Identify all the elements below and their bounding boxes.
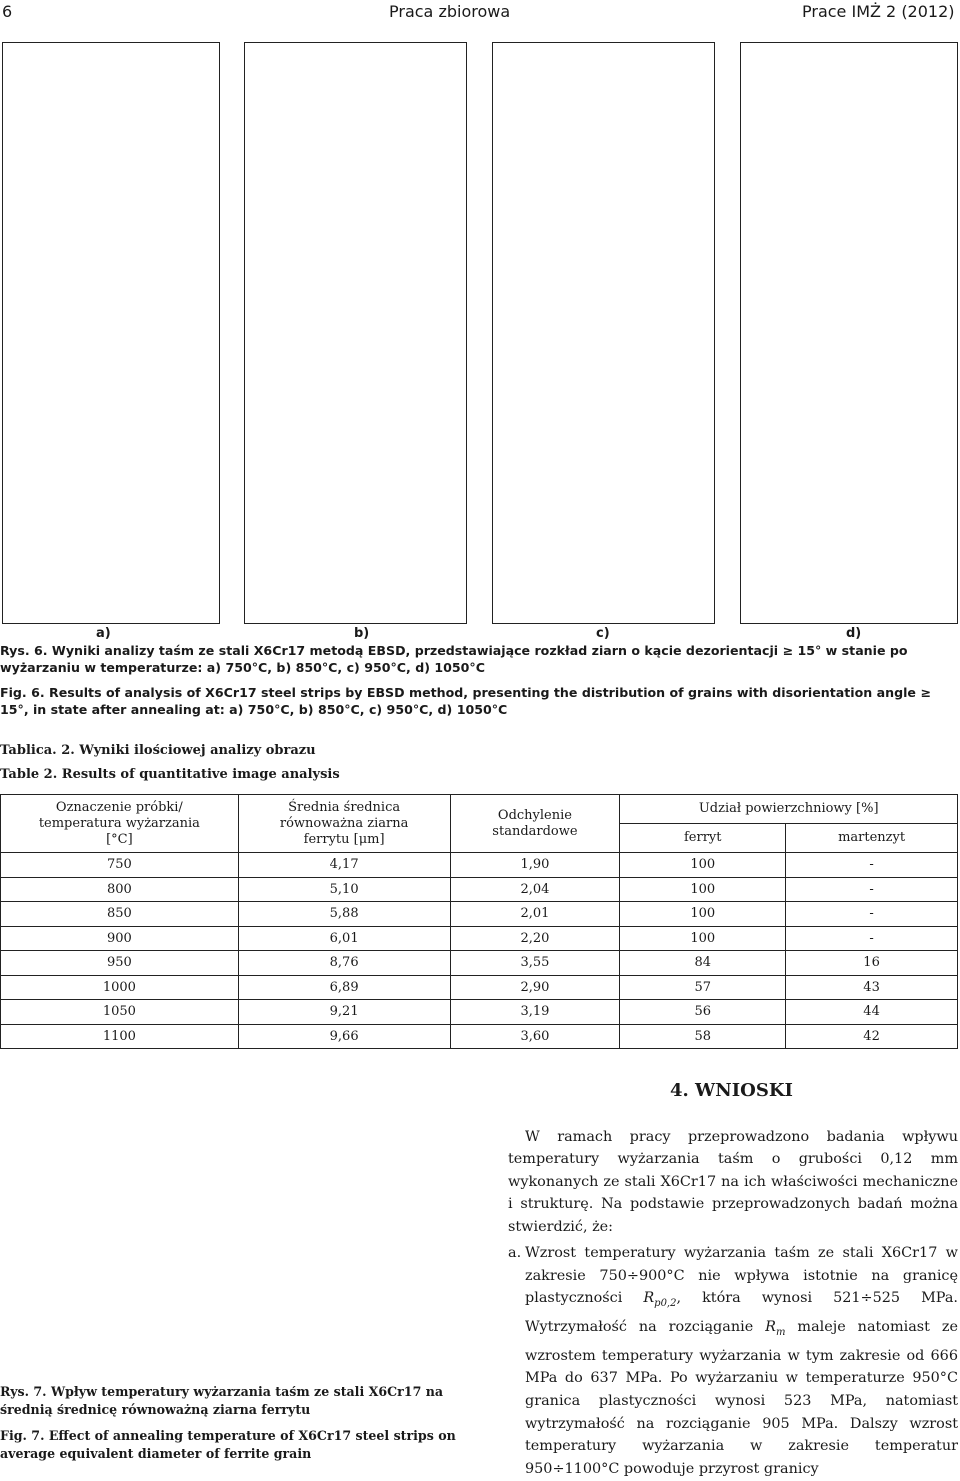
cell: -: [786, 926, 958, 951]
symbol-rm: R: [765, 1318, 777, 1335]
figure7-caption-en: Fig. 7. Effect of annealing temperature of X6Cr17 steel strips on average equivalent diameter of ferrite grain: [0, 1428, 456, 1461]
cell: 43: [786, 975, 958, 1000]
table2-title-pl: Tablica. 2. Wyniki ilościowej analizy obrazu: [0, 743, 316, 758]
cell: 100: [620, 877, 786, 902]
cell: 750: [1, 853, 239, 878]
header-line: równoważna ziarna: [279, 815, 409, 831]
header-line: standardowe: [492, 823, 578, 839]
header-mean-diameter: [238, 795, 450, 853]
cell: 42: [786, 1024, 958, 1049]
cell: 56: [620, 1000, 786, 1025]
cell: 5,88: [238, 902, 450, 927]
cell: 9,21: [238, 1000, 450, 1025]
text-run: Wzrost temperatury wyżarzania taśm ze stali X6Cr17 w zakresie 750÷900°C nie wpływa istotnie na granicę plastyczności: [525, 1245, 958, 1307]
results-table: [0, 794, 958, 1049]
cell: 57: [620, 975, 786, 1000]
symbol-rm-sub: m: [776, 1326, 786, 1338]
journal-name: Praca zbiorowa: [389, 2, 511, 21]
journal-issue: Prace IMŻ 2 (2012): [802, 2, 955, 21]
cell: 1100: [1, 1024, 239, 1049]
text-run: maleje natomiast ze wzrostem temperatury wyżarzania w tym zakresie od 666 MPa do 637 MPa. Po wyżarzaniu w temperaturze 950°C granica plastyczności wynosi 523 MPa, natomiast wytrzymałość na rozciąganie 905 MPa. Dalszy wzrost temperatury wyżarzania w zakresie temperatur 950÷1100°C powoduje przyrost granicy: [525, 1318, 958, 1478]
header-line: Odchylenie: [497, 807, 572, 823]
table-row: [1, 975, 958, 1000]
cell: 84: [620, 951, 786, 976]
cell: 100: [620, 926, 786, 951]
intro-paragraph: W ramach pracy przeprowadzono badania wpływu temperatury wyżarzania taśm o grubości 0,12 mm wykonanych ze stali X6Cr17 na ich właściwości mechaniczne i strukturę. Na podstawie przeprowadzonych badań można stwierdzić, że:: [508, 1129, 958, 1235]
cell: 100: [620, 853, 786, 878]
table2-title-en: Table 2. Results of quantitative image analysis: [0, 767, 340, 782]
cell: 58: [620, 1024, 786, 1049]
figure6-panel-d: [740, 42, 958, 624]
cell: -: [786, 853, 958, 878]
cell: 100: [620, 902, 786, 927]
table-row: [1, 951, 958, 976]
cell: 4,17: [238, 853, 450, 878]
table-row: [1, 902, 958, 927]
figure6-panel-b: [244, 42, 467, 624]
table-row: [1, 877, 958, 902]
figure6-caption-en: Fig. 6. Results of analysis of X6Cr17 steel strips by EBSD method, presenting the distribution of grains with disorientation angle ≥ 15°, in state after annealing at: a) 750°C, b) 850°C, c) 950°C, d) 1050°C: [0, 685, 931, 717]
page-number: 6: [2, 2, 13, 21]
symbol-rp-sub: p0,2: [654, 1298, 677, 1310]
panel-label-c: c): [596, 626, 610, 641]
cell: 2,04: [450, 877, 620, 902]
cell: 950: [1, 951, 239, 976]
figure7-caption-pl: Rys. 7. Wpływ temperatury wyżarzania taśm ze stali X6Cr17 na średnią średnicę równoważną ziarna ferrytu: [0, 1384, 444, 1417]
figure6-panel-a: [2, 42, 220, 624]
figure6-panel-c: [492, 42, 715, 624]
cell: 3,60: [450, 1024, 620, 1049]
item-label: a.: [508, 1245, 522, 1261]
panel-label-b: b): [354, 626, 370, 641]
header-std-deviation: [450, 795, 620, 853]
cell: 900: [1, 926, 239, 951]
item-text: [525, 1242, 958, 1481]
table-row: [1, 926, 958, 951]
table-row: [1, 853, 958, 878]
cell: 800: [1, 877, 239, 902]
table-row: [1, 1024, 958, 1049]
cell: 3,19: [450, 1000, 620, 1025]
header-line: Oznaczenie próbki/: [55, 799, 183, 815]
cell: 9,66: [238, 1024, 450, 1049]
header-line: [°C]: [106, 831, 133, 847]
conclusion-item-a: [508, 1242, 958, 1481]
conclusions-intro: [508, 1126, 958, 1238]
header-line: ferrytu [μm]: [303, 831, 385, 847]
symbol-rp: R: [643, 1290, 655, 1307]
cell: -: [786, 902, 958, 927]
cell: 850: [1, 902, 239, 927]
header-line: Średnia średnica: [288, 799, 401, 815]
cell: 2,01: [450, 902, 620, 927]
cell: 44: [786, 1000, 958, 1025]
header-ferrite: ferryt: [620, 824, 786, 853]
cell: 6,01: [238, 926, 450, 951]
section-heading: 4. WNIOSKI: [670, 1080, 793, 1101]
cell: 5,10: [238, 877, 450, 902]
panel-label-a: a): [96, 626, 111, 641]
cell: 1050: [1, 1000, 239, 1025]
cell: 16: [786, 951, 958, 976]
text-run: , która wynosi 521÷525 MPa. Wytrzymałość na rozciąganie: [525, 1290, 958, 1335]
cell: -: [786, 877, 958, 902]
header-line: temperatura wyżarzania: [38, 815, 200, 831]
figure6-caption-pl: Rys. 6. Wyniki analizy taśm ze stali X6Cr17 metodą EBSD, przedstawiające rozkład ziarn o kącie dezorientacji ≥ 15° w stanie po wyżarzaniu w temperaturze: a) 750°C, b) 850°C, c) 950°C, d) 1050°C: [0, 643, 908, 675]
header-sample-temperature: [1, 795, 239, 853]
table-row: [1, 1000, 958, 1025]
cell: 2,90: [450, 975, 620, 1000]
cell: 3,55: [450, 951, 620, 976]
cell: 1,90: [450, 853, 620, 878]
cell: 8,76: [238, 951, 450, 976]
panel-label-d: d): [846, 626, 862, 641]
header-martensite: martenzyt: [786, 824, 958, 853]
cell: 2,20: [450, 926, 620, 951]
cell: 6,89: [238, 975, 450, 1000]
cell: 1000: [1, 975, 239, 1000]
header-area-fraction: Udział powierzchniowy [%]: [620, 795, 958, 824]
